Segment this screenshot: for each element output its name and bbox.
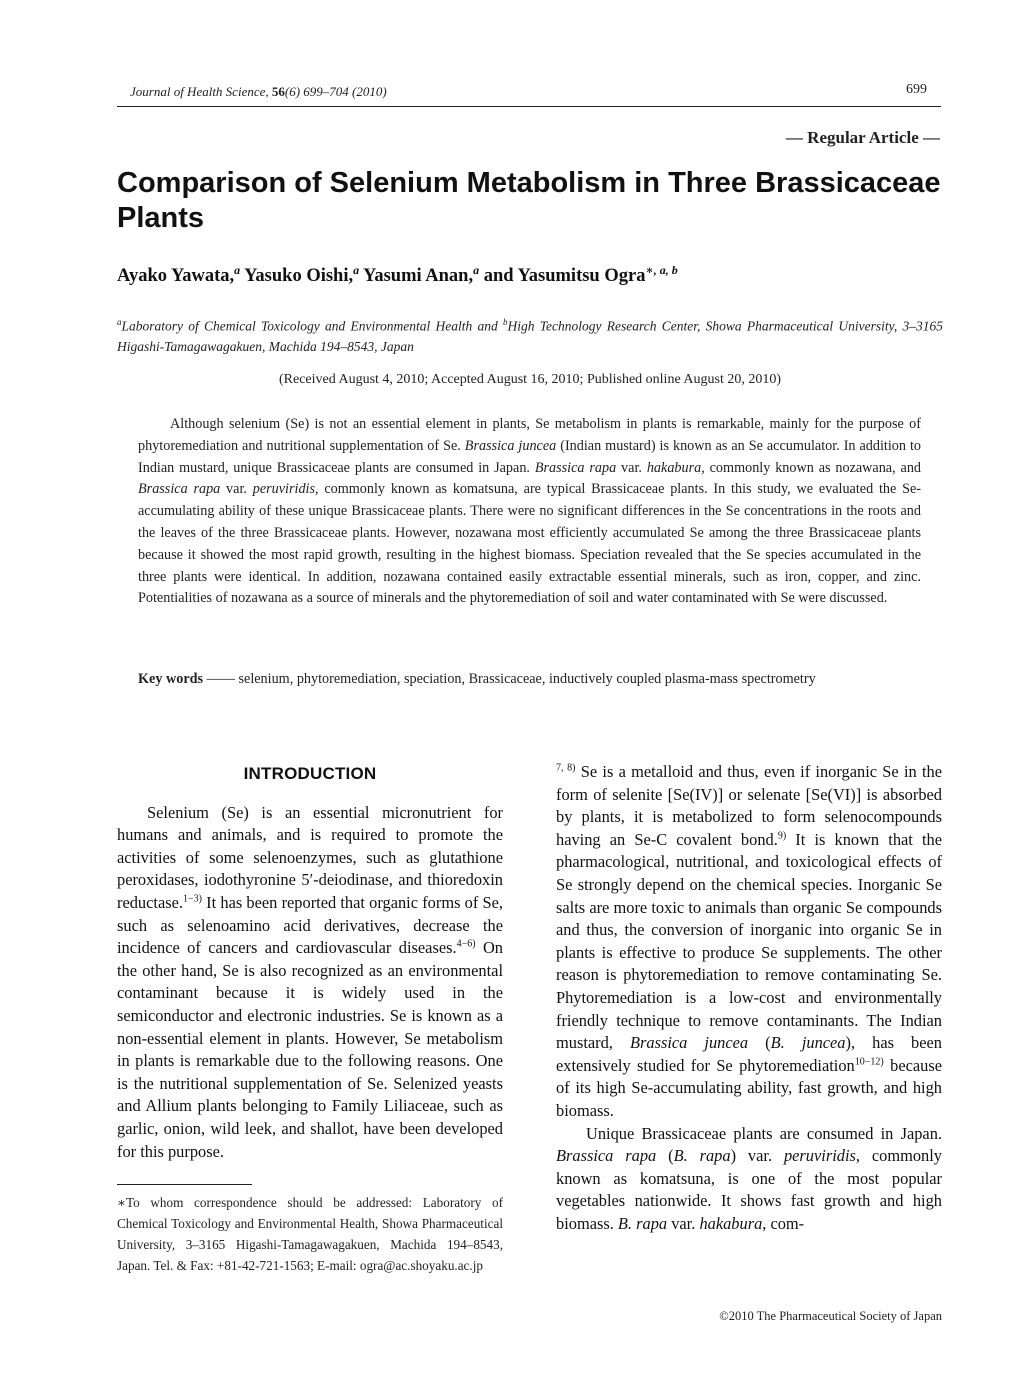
- paragraph-text: (: [748, 1033, 771, 1053]
- author-affiliation-mark: ∗, a, b: [645, 263, 678, 277]
- paragraph-text: It has been reported that organic forms of Se, such as selenoamino acid derivatives, decrease the incidence of cancers and cardiovascular diseases.: [117, 892, 503, 958]
- paragraph-text: (: [656, 1146, 674, 1166]
- paragraph-text: ) var.: [730, 1146, 784, 1166]
- paragraph-text: because of its high Se-accumulating ability, fast growth, and high biomass.: [556, 1055, 942, 1120]
- copyright-notice: ©2010 The Pharmaceutical Society of Japan: [719, 1309, 942, 1323]
- species-name: peruviridis: [783, 1146, 856, 1166]
- abstract-text: , commonly known as nozawana, and: [701, 459, 922, 476]
- affiliations: [117, 312, 943, 357]
- citation-ref: 4−6): [456, 938, 476, 950]
- paragraph-text: var.: [667, 1213, 700, 1233]
- abstract-text: var.: [220, 481, 253, 498]
- paragraph-text: , com-: [762, 1213, 805, 1233]
- abstract-species-name: hakabura: [646, 459, 702, 476]
- section-heading-introduction: INTRODUCTION: [243, 764, 377, 783]
- correspondence-footnote: ∗To whom correspondence should be addressed: Laboratory of Chemical Toxicology and Environmental Health, Showa Pharmaceutical University, 3–3165 Higashi-Tamagawagakuen, Machida 194–8543, Japan. Tel. & Fax: +81-42-721-1563; E-mail: ogra@ac.shoyaku.ac.jp: [117, 1195, 503, 1273]
- species-name: B. rapa: [673, 1146, 731, 1166]
- journal-volume: 56: [271, 84, 285, 99]
- author-name: Yasumi Anan,: [359, 266, 474, 287]
- author-affiliation-mark: a: [353, 263, 360, 277]
- species-name: B. rapa: [617, 1213, 668, 1233]
- intro-paragraph-1: [117, 802, 503, 1164]
- footnote-divider: [117, 1184, 252, 1185]
- keywords: [138, 669, 921, 691]
- author-list: [117, 263, 678, 287]
- abstract: [138, 414, 921, 610]
- article-type: — Regular Article —: [785, 128, 940, 147]
- keywords-dash: ——: [203, 671, 239, 687]
- body-column-left: [117, 761, 503, 1163]
- abstract-text: var.: [616, 459, 647, 476]
- received-dates: (Received August 4, 2010; Accepted August 16, 2010; Published online August 20, 2010): [278, 372, 782, 387]
- paragraph-text: , commonly known as komatsuna, is one of the most popular vegetables nationwide. It shows fast growth and high biomass.: [556, 1146, 942, 1233]
- author-affiliation-mark: a: [473, 263, 480, 277]
- running-header: Journal of Health Science, 56(6) 699–704 (2010): [130, 84, 387, 99]
- abstract-species-name: peruviridis: [252, 481, 315, 498]
- author-name: and Yasumitsu Ogra: [479, 266, 646, 287]
- abstract-text: (Indian mustard) is known as an Se accumulator. In addition to Indian mustard, unique Brassicaceae plants are consumed in Japan.: [138, 437, 921, 476]
- species-name: Brassica rapa: [556, 1146, 657, 1166]
- species-name: hakabura: [699, 1213, 763, 1233]
- paragraph-text: ), has been extensively studied for Se phytoremediation: [556, 1033, 942, 1075]
- citation-ref: 1−3): [182, 893, 202, 905]
- affiliation-text: Laboratory of Chemical Toxicology and Environmental Health and: [121, 318, 504, 334]
- affiliation-mark: a: [117, 317, 122, 327]
- body-column-right: [556, 761, 942, 1235]
- citation-ref: 10−12): [854, 1056, 884, 1068]
- citation-ref: 7, 8): [556, 762, 576, 774]
- affiliation-text: High Technology Research Center, Showa Pharmaceutical University, 3–3165 Higashi-Tamagawagakuen, Machida 194–8543, Japan: [117, 318, 943, 354]
- author-affiliation-mark: a: [234, 263, 241, 277]
- species-name: B. juncea: [770, 1033, 846, 1053]
- paragraph-text: Se is a metalloid and thus, even if inorganic Se in the form of selenite [Se(IV)] or selenate [Se(VI)] is absorbed by plants, it is metabolized to form selenocompounds having an Se-C covalent bond.: [556, 762, 942, 849]
- keywords-label: Key words: [138, 671, 204, 687]
- journal-issue-pages: (6) 699–704 (2010): [284, 84, 387, 99]
- intro-paragraph-1-cont: [556, 761, 942, 1123]
- citation-ref: 9): [777, 830, 787, 842]
- abstract-species-name: Brassica rapa: [534, 459, 617, 476]
- abstract-species-name: Brassica juncea: [464, 437, 557, 454]
- author-name: Yasuko Oishi,: [240, 266, 354, 287]
- affiliation-mark: b: [503, 317, 508, 327]
- article-title: Comparison of Selenium Metabolism in Three Brassicaceae Plants: [117, 167, 941, 234]
- abstract-text: , commonly known as komatsuna, are typical Brassicaceae plants. In this study, we evaluated the Se-accumulating ability of these unique Brassicaceae plants. There were no significant differences in the Se concentrations in the roots and the leaves of the three Brassicaceae plants. However, nozawana most efficiently accumulated Se among the three Brassicaceae plants because it showed the most rapid growth, resulting in the highest biomass. Speciation revealed that the Se species accumulated in the three plants were identical. In addition, nozawana contained easily extractable essential minerals, such as iron, copper, and zinc. Potentialities of nozawana as a source of minerals and the phytoremediation of soil and water contaminated with Se were discussed.: [138, 481, 921, 607]
- paragraph-text: Unique Brassicaceae plants are consumed in Japan.: [586, 1123, 942, 1143]
- journal-name: Journal of Health Science: [130, 84, 266, 99]
- paragraph-text: Selenium (Se) is an essential micronutrient for humans and animals, and is required to promote the activities of some selenoenzymes, such as glutathione peroxidases, iodothyronine 5′-deiodinase, and thioredoxin reductase.: [117, 802, 503, 912]
- page-number: 699: [906, 82, 927, 97]
- paragraph-text: It is known that the pharmacological, nutritional, and toxicological effects of Se strongly depend on the chemical species. Inorganic Se salts are more toxic to animals than organic Se compounds and thus, the conversion of inorganic into organic Se in plants is effective to produce Se supplements. The other reason is phytoremediation to remove contaminating Se. Phytoremediation is a low-cost and environmentally friendly technique to remove contaminants. The Indian mustard,: [556, 829, 943, 1053]
- paragraph-text: On the other hand, Se is also recognized as an environmental contaminant because it is widely used in the semiconductor and electronic industries. Se is known as a non-essential element in plants. However, Se metabolism in plants is remarkable due to the following reasons. One is the nutritional supplementation of Se. Selenized yeasts and Allium plants belonging to Family Liliaceae, such as garlic, onion, wild leek, and shallot, have been developed for this purpose.: [117, 938, 503, 1161]
- species-name: Brassica juncea: [629, 1033, 749, 1053]
- keywords-text: selenium, phytoremediation, speciation, Brassicaceae, inductively coupled plasma-mass spectrometry: [238, 671, 816, 687]
- author-name: Ayako Yawata,: [117, 266, 235, 287]
- abstract-species-name: Brassica rapa: [138, 481, 221, 498]
- abstract-text: Although selenium (Se) is not an essential element in plants, Se metabolism in plants is remarkable, mainly for the purpose of phytoremediation and nutritional supplementation of Se.: [138, 416, 921, 454]
- header-divider: [117, 106, 941, 107]
- intro-paragraph-2: [556, 1123, 942, 1236]
